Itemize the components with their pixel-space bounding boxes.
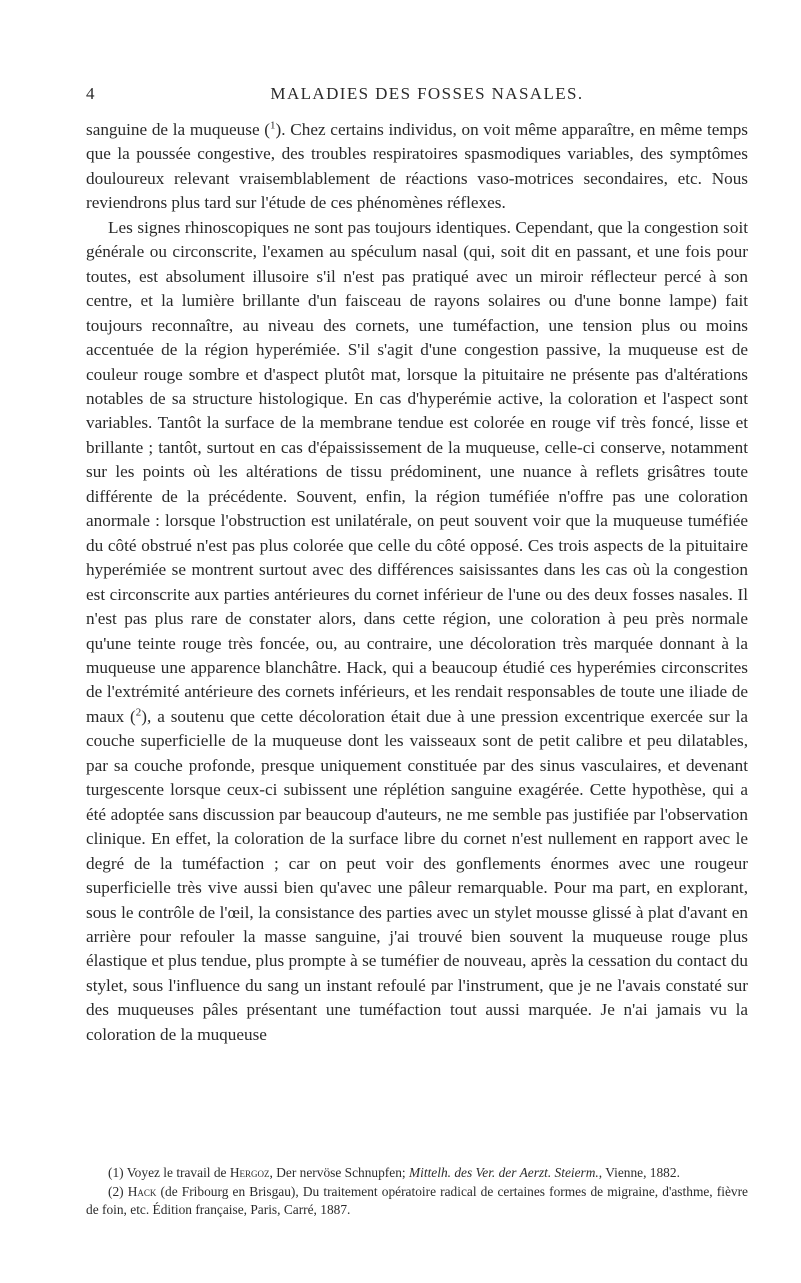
page-header [86,84,748,110]
footnote-source: Mittelh. des Ver. der Aerzt. Steierm. [408,1165,599,1180]
footnotes [86,1164,748,1220]
footnote-ref-2: 2 [135,706,142,719]
footnote-2: (2) Hack (de Fribourg en Brisgau), Du traitement opératoire radical de certaines formes de migraine, d'asthme, fièvre de foin, etc. Édition française, Paris, Carré, 1887. [86,1183,748,1217]
footnote-ref-1: 1 [270,119,276,132]
paragraph-1: sanguine de la muqueuse ($^1$). Chez certains individus, on voit même apparaître, en même temps que la poussée congestive, des troubles respiratoires spasmodiques variables, des symptômes douloureux relevant vraisemblablement de réactions vaso-motrices secondaires, etc. Nous reviendrons plus tard sur l'étude de ces phénomènes réflexes. [86,119,749,213]
page-number: 4 [86,84,95,103]
footnote-author: Hack [127,1183,157,1199]
paragraph-2: Les signes rhinoscopiques ne sont pas toujours identiques. Cependant, que la congestion soit générale ou circonscrite, l'examen au spéculum nasal (qui, soit dit en passant, et une fois pour toutes, est absolument illusoire s'il n'est pas pratiqué avec un miroir réflecteur percé à son centre, et la lumière brillante d'un faisceau de rayons solaires ou d'une bonne lampe) fait toujours reconnaître, au niveau des cornets, une tuméfaction, une tension plus ou moins accentuée de la région hyperémiée. S'il s'agit d'une congestion passive, la muqueuse est de couleur rouge sombre et d'aspect plutôt mat, lorsque la pituitaire ne présente pas d'altérations notables de sa structure histologique. En cas d'hyperémie active, la coloration et l'aspect sont variables. Tantôt la surface de la membrane tendue est colorée en rouge vif très foncé, lisse et brillante ; tantôt, surtout en cas d'épaississement de la muqueuse, celle-ci conserve, notamment sur les points où les altérations de tissu prédominent, une nuance à reflets grisâtres toute différente de la précédente. Souvent, enfin, la région tuméfiée n'offre pas une coloration anormale : lorsque l'obstruction est unilatérale, on peut souvent voir que la muqueuse tuméfiée du côté obstrué n'est pas plus colorée que celle du côté opposé. Ces trois aspects de la pituitaire hyperémiée se montrent surtout avec des différences saisissantes dans les cas où la congestion est circonscrite aux parties antérieures du cornet inférieur de l'une ou des deux fosses nasales. Il n'est pas plus rare de constater alors, dans cette région, une coloration à peu près normale qu'une teinte rouge très foncée, ou, au contraire, une décoloration très marquée donnant à la muqueuse une apparence blanchâtre. Hack, qui a beaucoup étudié ces hyperémies circonscrites de l'extrémité antérieure des cornets inférieurs, et les rendait responsables de toute une iliade de maux ($^2$), a soutenu que cette décoloration était due à une pression excentrique exercée sur la couche superficielle de la muqueuse dont les vaisseaux sont de petit calibre et peu dilatables, par sa couche profonde, presque uniquement constituée par des sinus vasculaires, et devenant turgescente lorsque ceux-ci subissent une réplétion sanguine exagérée. Cette hypothèse, qui a été adoptée sans discussion par beaucoup d'auteurs, ne me semble pas justifiée par l'observation clinique. En effet, la coloration de la surface libre du cornet n'est nullement en rapport avec le degré de la tuméfaction ; car on peut voir des gonflements énormes avec une rougeur superficielle très vive aussi bien qu'avec une pâleur remarquable. Pour ma part, en explorant, sous le contrôle de l'œil, la consistance des parties avec un stylet mousse glissé à plat d'avant en arrière pour refouler la masse sanguine, j'ai trouvé bien souvent la muqueuse rouge plus élastique et plus tendue, plus prompte à se tuméfier de nouveau, après la cessation du contact du stylet, sous l'influence du sang un instant refoulé par l'instrument, que je ne l'avais constaté sur des muqueuses pâles présentant une tuméfaction tout aussi marquée. Je n'ai jamais vu la coloration de la muqueuse [86,217,748,1044]
footnote-1: (1) Voyez le travail de Hergoz, Der nervöse Schnupfen; Mittelh. des Ver. der Aerzt. Steierm., Vienne, 1882. [108,1165,680,1180]
body-text [86,118,748,1047]
running-title: MALADIES DES FOSSES NASALES. [270,84,584,103]
footnote-author: Hergoz [229,1165,270,1180]
